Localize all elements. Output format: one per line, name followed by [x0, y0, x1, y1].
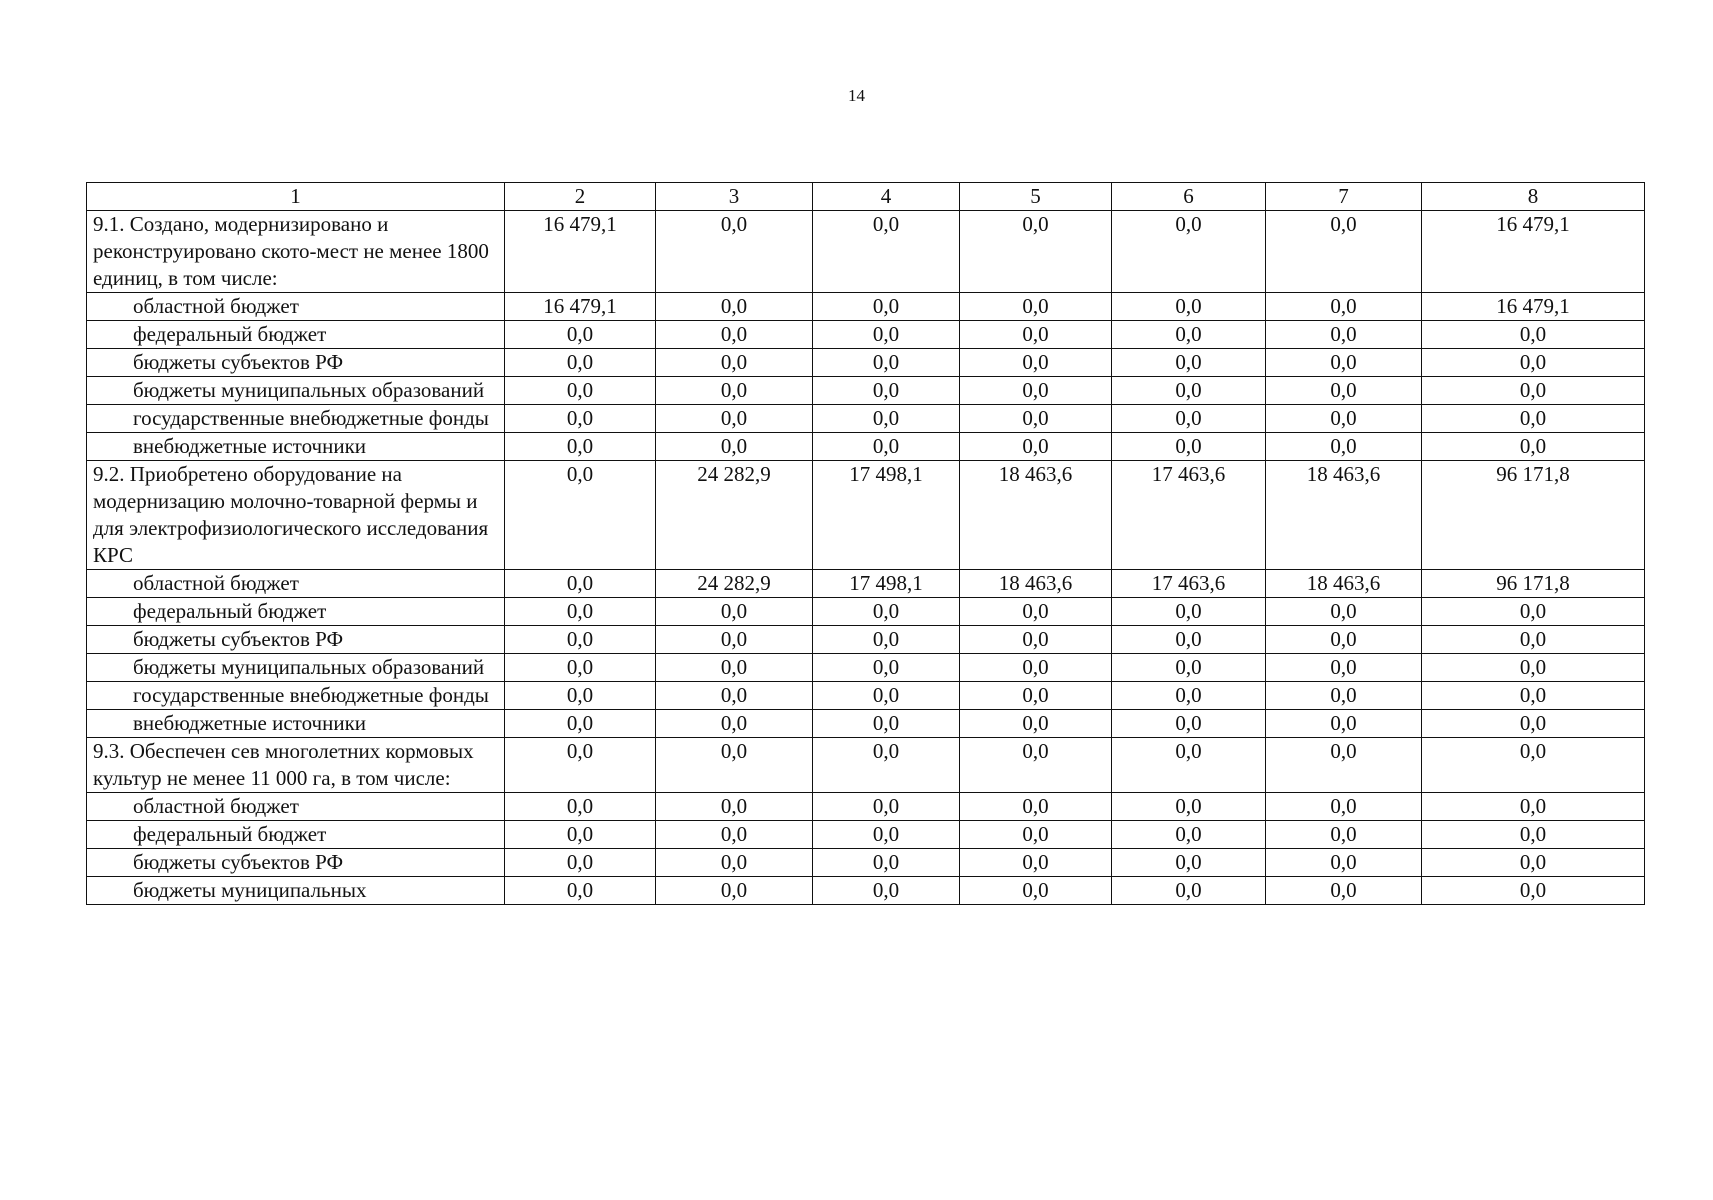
table-row-subitem [87, 877, 1645, 905]
value-cell: 0,0 [1266, 654, 1422, 682]
value-cell: 0,0 [656, 405, 813, 433]
value-cell: 16 479,1 [505, 211, 656, 293]
table-row-item [87, 461, 1645, 570]
value-cell: 0,0 [505, 461, 656, 570]
value-cell: 0,0 [505, 877, 656, 905]
value-cell: 24 282,9 [656, 570, 813, 598]
value-cell: 0,0 [1266, 710, 1422, 738]
value-cell: 0,0 [813, 682, 960, 710]
value-cell: 0,0 [813, 377, 960, 405]
value-cell: 0,0 [505, 405, 656, 433]
value-cell: 0,0 [1422, 598, 1645, 626]
table-row-subitem [87, 405, 1645, 433]
value-cell: 0,0 [505, 821, 656, 849]
value-cell: 0,0 [1112, 211, 1266, 293]
value-cell: 0,0 [1112, 377, 1266, 405]
row-label: внебюджетные источники [87, 433, 505, 461]
value-cell: 0,0 [1422, 349, 1645, 377]
value-cell: 0,0 [813, 321, 960, 349]
row-label: бюджеты муниципальных [87, 877, 505, 905]
value-cell: 0,0 [960, 377, 1112, 405]
column-header: 6 [1112, 183, 1266, 211]
value-cell: 0,0 [1112, 349, 1266, 377]
value-cell: 0,0 [1112, 849, 1266, 877]
row-label: 9.1. Создано, модернизировано и реконструировано ското-мест не менее 1800 единиц, в том числе: [87, 211, 505, 293]
value-cell: 0,0 [1422, 710, 1645, 738]
value-cell: 0,0 [1266, 849, 1422, 877]
value-cell: 0,0 [1422, 793, 1645, 821]
value-cell: 0,0 [656, 849, 813, 877]
value-cell: 0,0 [1266, 293, 1422, 321]
value-cell: 0,0 [656, 877, 813, 905]
table-row-subitem [87, 377, 1645, 405]
value-cell: 0,0 [505, 626, 656, 654]
value-cell: 0,0 [505, 570, 656, 598]
value-cell: 0,0 [656, 293, 813, 321]
value-cell: 0,0 [960, 349, 1112, 377]
value-cell: 0,0 [505, 598, 656, 626]
value-cell: 0,0 [1422, 738, 1645, 793]
value-cell: 0,0 [813, 654, 960, 682]
value-cell: 0,0 [1422, 626, 1645, 654]
value-cell: 0,0 [960, 710, 1112, 738]
value-cell: 0,0 [1112, 793, 1266, 821]
table-row-subitem [87, 682, 1645, 710]
value-cell: 18 463,6 [1266, 461, 1422, 570]
table-row-subitem [87, 321, 1645, 349]
header-row [87, 183, 1645, 211]
value-cell: 0,0 [1266, 598, 1422, 626]
value-cell: 0,0 [960, 849, 1112, 877]
row-label: бюджеты муниципальных образований [87, 654, 505, 682]
value-cell: 0,0 [813, 738, 960, 793]
column-header: 1 [87, 183, 505, 211]
value-cell: 0,0 [1422, 321, 1645, 349]
value-cell: 0,0 [505, 682, 656, 710]
row-label: бюджеты субъектов РФ [87, 349, 505, 377]
value-cell: 0,0 [813, 433, 960, 461]
value-cell: 0,0 [1266, 349, 1422, 377]
value-cell: 0,0 [960, 405, 1112, 433]
table-row-subitem [87, 710, 1645, 738]
value-cell: 0,0 [656, 626, 813, 654]
table-row-item [87, 738, 1645, 793]
value-cell: 0,0 [813, 293, 960, 321]
value-cell: 0,0 [1112, 877, 1266, 905]
value-cell: 16 479,1 [505, 293, 656, 321]
value-cell: 0,0 [813, 405, 960, 433]
value-cell: 0,0 [1112, 821, 1266, 849]
value-cell: 0,0 [1266, 626, 1422, 654]
value-cell: 0,0 [505, 793, 656, 821]
value-cell: 0,0 [1266, 682, 1422, 710]
value-cell: 0,0 [960, 211, 1112, 293]
value-cell: 0,0 [1266, 321, 1422, 349]
value-cell: 0,0 [1112, 405, 1266, 433]
table-row-item [87, 211, 1645, 293]
table-body [87, 211, 1645, 905]
table-row-subitem [87, 433, 1645, 461]
value-cell: 0,0 [1266, 211, 1422, 293]
value-cell: 16 479,1 [1422, 293, 1645, 321]
value-cell: 0,0 [656, 738, 813, 793]
value-cell: 96 171,8 [1422, 461, 1645, 570]
value-cell: 0,0 [505, 654, 656, 682]
value-cell: 0,0 [656, 710, 813, 738]
column-header: 4 [813, 183, 960, 211]
row-label: внебюджетные источники [87, 710, 505, 738]
value-cell: 0,0 [813, 849, 960, 877]
table-row-subitem [87, 821, 1645, 849]
value-cell: 0,0 [813, 211, 960, 293]
value-cell: 0,0 [1112, 682, 1266, 710]
table-row-subitem [87, 598, 1645, 626]
table-row-subitem [87, 293, 1645, 321]
value-cell: 0,0 [505, 710, 656, 738]
value-cell: 0,0 [813, 793, 960, 821]
value-cell: 17 463,6 [1112, 461, 1266, 570]
value-cell: 0,0 [1266, 433, 1422, 461]
value-cell: 0,0 [960, 682, 1112, 710]
value-cell: 0,0 [960, 821, 1112, 849]
row-label: государственные внебюджетные фонды [87, 405, 505, 433]
value-cell: 17 463,6 [1112, 570, 1266, 598]
value-cell: 0,0 [813, 877, 960, 905]
value-cell: 0,0 [1112, 598, 1266, 626]
value-cell: 0,0 [960, 654, 1112, 682]
value-cell: 0,0 [813, 598, 960, 626]
value-cell: 0,0 [1266, 405, 1422, 433]
row-label: бюджеты субъектов РФ [87, 849, 505, 877]
table-row-subitem [87, 793, 1645, 821]
value-cell: 17 498,1 [813, 570, 960, 598]
value-cell: 0,0 [505, 738, 656, 793]
value-cell: 0,0 [1112, 626, 1266, 654]
value-cell: 0,0 [1422, 405, 1645, 433]
page-number: 14 [848, 86, 865, 105]
value-cell: 0,0 [960, 793, 1112, 821]
value-cell: 0,0 [505, 349, 656, 377]
value-cell: 0,0 [1422, 821, 1645, 849]
value-cell: 0,0 [960, 626, 1112, 654]
value-cell: 0,0 [656, 377, 813, 405]
value-cell: 0,0 [505, 849, 656, 877]
table-row-subitem [87, 349, 1645, 377]
value-cell: 0,0 [505, 377, 656, 405]
value-cell: 0,0 [1422, 849, 1645, 877]
value-cell: 17 498,1 [813, 461, 960, 570]
value-cell: 0,0 [960, 321, 1112, 349]
value-cell: 0,0 [1422, 682, 1645, 710]
value-cell: 0,0 [1422, 433, 1645, 461]
value-cell: 18 463,6 [960, 570, 1112, 598]
value-cell: 96 171,8 [1422, 570, 1645, 598]
value-cell: 0,0 [813, 349, 960, 377]
value-cell: 0,0 [1422, 877, 1645, 905]
value-cell: 0,0 [960, 433, 1112, 461]
value-cell: 0,0 [505, 433, 656, 461]
value-cell: 0,0 [1112, 710, 1266, 738]
value-cell: 0,0 [813, 626, 960, 654]
table-row-subitem [87, 654, 1645, 682]
column-header: 8 [1422, 183, 1645, 211]
value-cell: 0,0 [656, 321, 813, 349]
row-label: областной бюджет [87, 570, 505, 598]
value-cell: 0,0 [1422, 654, 1645, 682]
value-cell: 0,0 [813, 821, 960, 849]
table-row-subitem [87, 849, 1645, 877]
value-cell: 0,0 [656, 821, 813, 849]
column-header: 5 [960, 183, 1112, 211]
row-label: федеральный бюджет [87, 321, 505, 349]
table-row-subitem [87, 626, 1645, 654]
value-cell: 0,0 [1266, 821, 1422, 849]
column-header: 7 [1266, 183, 1422, 211]
value-cell: 0,0 [656, 793, 813, 821]
table-row-subitem [87, 570, 1645, 598]
value-cell: 0,0 [1266, 377, 1422, 405]
value-cell: 0,0 [960, 598, 1112, 626]
value-cell: 0,0 [1266, 738, 1422, 793]
value-cell: 16 479,1 [1422, 211, 1645, 293]
row-label: 9.3. Обеспечен сев многолетних кормовых культур не менее 11 000 га, в том числе: [87, 738, 505, 793]
value-cell: 0,0 [1112, 738, 1266, 793]
row-label: бюджеты муниципальных образований [87, 377, 505, 405]
value-cell: 0,0 [960, 738, 1112, 793]
value-cell: 0,0 [960, 293, 1112, 321]
row-label: государственные внебюджетные фонды [87, 682, 505, 710]
value-cell: 0,0 [1112, 654, 1266, 682]
value-cell: 0,0 [1266, 877, 1422, 905]
value-cell: 0,0 [656, 211, 813, 293]
value-cell: 0,0 [1112, 433, 1266, 461]
value-cell: 18 463,6 [960, 461, 1112, 570]
value-cell: 0,0 [656, 682, 813, 710]
value-cell: 0,0 [656, 433, 813, 461]
row-label: бюджеты субъектов РФ [87, 626, 505, 654]
column-header: 2 [505, 183, 656, 211]
value-cell: 18 463,6 [1266, 570, 1422, 598]
value-cell: 0,0 [960, 877, 1112, 905]
value-cell: 0,0 [1422, 377, 1645, 405]
value-cell: 0,0 [1266, 793, 1422, 821]
row-label: областной бюджет [87, 293, 505, 321]
row-label: 9.2. Приобретено оборудование на модернизацию молочно-товарной фермы и для электрофизиологического исследования КРС [87, 461, 505, 570]
row-label: федеральный бюджет [87, 598, 505, 626]
value-cell: 0,0 [1112, 293, 1266, 321]
value-cell: 0,0 [656, 654, 813, 682]
value-cell: 0,0 [656, 349, 813, 377]
row-label: областной бюджет [87, 793, 505, 821]
column-header: 3 [656, 183, 813, 211]
value-cell: 0,0 [1112, 321, 1266, 349]
budget-table [86, 182, 1645, 905]
value-cell: 0,0 [656, 598, 813, 626]
value-cell: 24 282,9 [656, 461, 813, 570]
value-cell: 0,0 [505, 321, 656, 349]
row-label: федеральный бюджет [87, 821, 505, 849]
value-cell: 0,0 [813, 710, 960, 738]
